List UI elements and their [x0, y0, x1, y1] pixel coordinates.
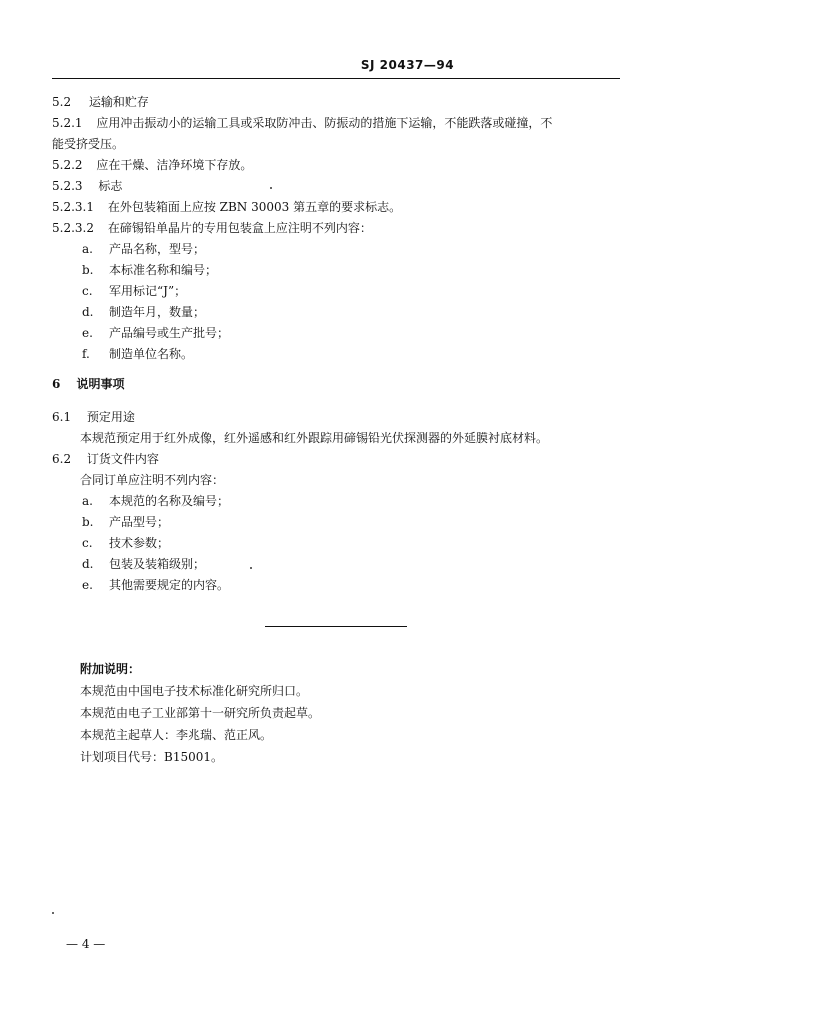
list-marker: d. — [82, 557, 94, 571]
clause-5-2-2 — [52, 158, 252, 172]
clause-number: 5.2.3 — [52, 179, 83, 193]
clause-6-2-heading — [52, 452, 159, 466]
clause-number: 6.1 — [52, 410, 72, 424]
section-number: 5.2 — [52, 95, 72, 109]
list-item — [82, 242, 205, 256]
list-marker: c. — [82, 536, 93, 550]
list-text: 产品名称，型号； — [109, 242, 206, 256]
list-text: 制造年月，数量； — [109, 305, 206, 319]
clause-text: 在外包装箱面上应按 ZBN 30003 第五章的要求标志。 — [107, 200, 402, 214]
notes-title: 附加说明： — [80, 662, 141, 676]
end-of-text-rule — [265, 626, 407, 627]
list-text: 本规范的名称及编号； — [109, 494, 230, 508]
section-5-2-heading — [52, 95, 149, 109]
clause-5-2-3-1 — [52, 200, 401, 214]
list-marker: a. — [82, 242, 93, 256]
clause-number: 5.2.3.2 — [52, 221, 94, 235]
list-text: 其他需要规定的内容。 — [109, 578, 230, 592]
list-text: 技术参数； — [109, 536, 170, 550]
list-item — [82, 326, 229, 340]
list-item — [82, 494, 229, 508]
list-marker: e. — [82, 578, 93, 592]
clause-number: 5.2.3.1 — [52, 200, 94, 214]
header-rule — [52, 78, 620, 79]
list-marker: b. — [82, 515, 94, 529]
list-item — [82, 305, 205, 319]
clause-6-1-text: 本规范预定用于红外成像，红外遥感和红外跟踪用碲锡铅光伏探测器的外延膜衬底材料。 — [80, 431, 549, 445]
clause-number: 5.2.1 — [52, 116, 83, 130]
clause-number: 5.2.2 — [52, 158, 83, 172]
list-text: 产品型号； — [109, 515, 170, 529]
standard-code-header: SJ 20437—94 — [360, 58, 455, 72]
clause-6-2-intro: 合同订单应注明不列内容： — [80, 473, 225, 487]
note-line: 本规范主起草人：李兆瑞、范正风。 — [80, 728, 273, 742]
clause-6-1-heading — [52, 410, 135, 424]
list-item — [82, 536, 169, 550]
list-marker: a. — [82, 494, 93, 508]
list-marker: d. — [82, 305, 94, 319]
scan-speck — [250, 567, 252, 569]
list-marker: e. — [82, 326, 93, 340]
clause-5-2-1 — [52, 116, 552, 130]
clause-5-2-3-2 — [52, 221, 372, 235]
clause-text: 在碲锡铅单晶片的专用包装盒上应注明不列内容： — [107, 221, 372, 235]
list-item — [82, 263, 217, 277]
section-title: 运输和贮存 — [88, 95, 149, 109]
scan-speck — [52, 912, 54, 914]
clause-5-2-1-continued: 能受挤受压。 — [52, 137, 125, 151]
list-item — [82, 578, 229, 592]
clause-text: 标志 — [98, 179, 123, 193]
list-text: 产品编号或生产批号； — [109, 326, 230, 340]
scan-speck — [270, 187, 272, 189]
clause-text: 应在干燥、洁净环境下存放。 — [96, 158, 253, 172]
list-item — [82, 515, 169, 529]
section-number: 6 — [52, 377, 61, 391]
list-item — [82, 284, 186, 298]
section-6-heading — [52, 377, 125, 391]
list-marker: f. — [82, 347, 90, 361]
note-line: 本规范由中国电子技术标准化研究所归口。 — [80, 684, 309, 698]
list-text: 包装及装箱级别； — [109, 557, 206, 571]
list-text: 本标准名称和编号； — [109, 263, 218, 277]
clause-number: 6.2 — [52, 452, 72, 466]
clause-text: 应用冲击振动小的运输工具或采取防冲击、防振动的措施下运输，不能跌落或碰撞，不 — [96, 116, 553, 130]
list-item — [82, 347, 193, 361]
list-text: 制造单位名称。 — [109, 347, 194, 361]
note-line: 计划项目代号：B15001。 — [80, 750, 223, 764]
section-title: 说明事项 — [76, 377, 125, 391]
page-number: — 4 — — [66, 937, 106, 951]
list-text: 军用标记“J”； — [109, 284, 187, 298]
clause-title: 预定用途 — [86, 410, 135, 424]
list-marker: c. — [82, 284, 93, 298]
list-marker: b. — [82, 263, 94, 277]
clause-5-2-3 — [52, 179, 122, 193]
note-line: 本规范由电子工业部第十一研究所负责起草。 — [80, 706, 321, 720]
list-item — [82, 557, 205, 571]
clause-title: 订货文件内容 — [86, 452, 159, 466]
